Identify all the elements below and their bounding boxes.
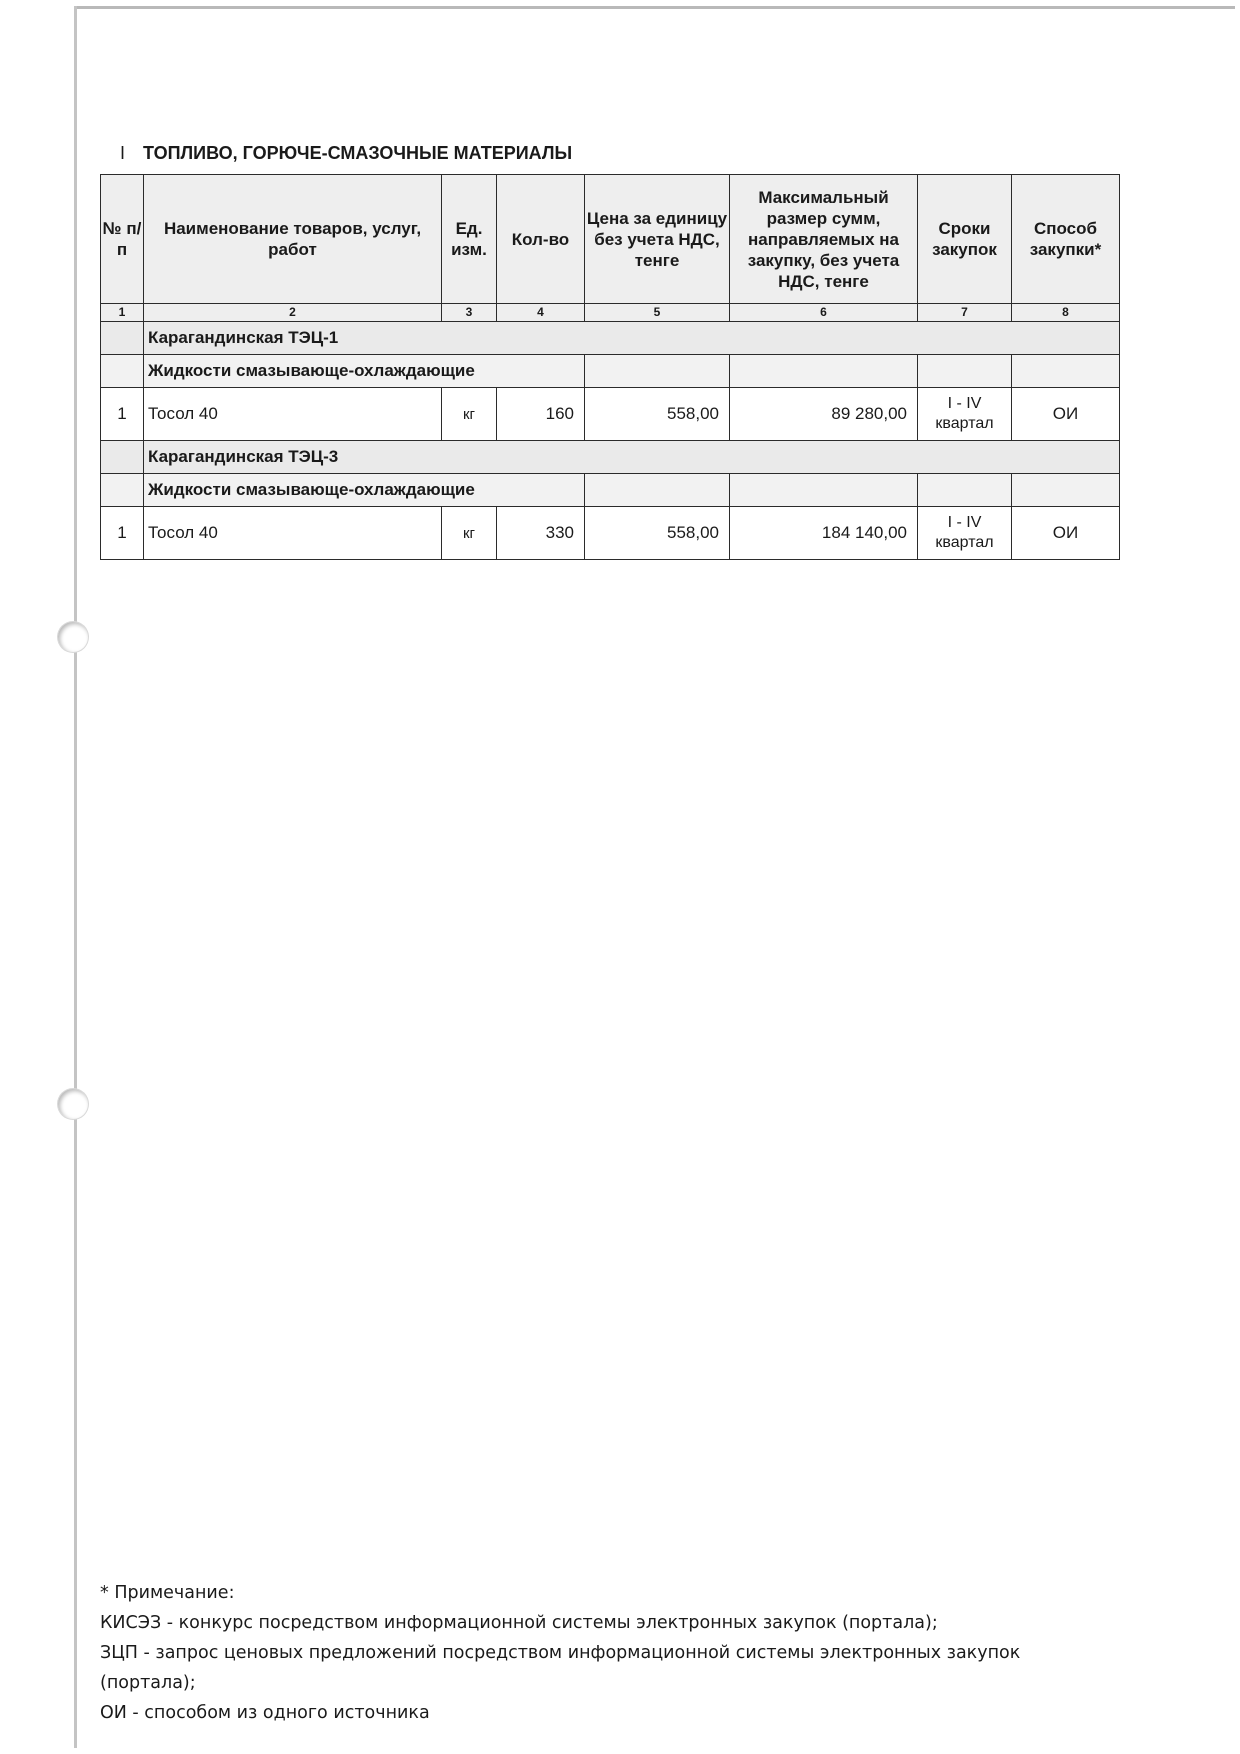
empty-cell: [730, 355, 918, 388]
item-name: Тосол 40: [144, 507, 442, 560]
item-method: ОИ: [1012, 507, 1120, 560]
note-oi: ОИ - способом из одного источника: [100, 1703, 430, 1723]
group-row-tec3: [101, 441, 1120, 474]
category-row: [101, 474, 1120, 507]
punch-hole-icon: [58, 1089, 88, 1119]
footnotes: [100, 1578, 1100, 1728]
empty-cell: [585, 355, 730, 388]
column-number: 7: [918, 304, 1012, 322]
empty-cell: [1012, 355, 1120, 388]
col-header-method: Способ закупки*: [1012, 175, 1120, 304]
item-qty: 330: [497, 507, 585, 560]
col-header-num: № п/п: [101, 175, 144, 304]
column-number: 5: [585, 304, 730, 322]
section-title: [120, 143, 572, 164]
empty-cell: [918, 474, 1012, 507]
note-kisez: КИСЭЗ - конкурс посредством информационной системы электронных закупок (портала);: [100, 1613, 938, 1633]
term-unit: квартал: [935, 534, 994, 551]
category-name: Жидкости смазывающе-охлаждающие: [144, 474, 585, 507]
column-number: 1: [101, 304, 144, 322]
item-method: ОИ: [1012, 388, 1120, 441]
section-number: I: [120, 143, 126, 163]
empty-cell: [585, 474, 730, 507]
item-unit: кг: [442, 507, 497, 560]
column-number: 6: [730, 304, 918, 322]
item-num: 1: [101, 507, 144, 560]
column-number: 2: [144, 304, 442, 322]
punch-hole-icon: [58, 622, 88, 652]
empty-cell: [101, 474, 144, 507]
col-header-unit: Ед. изм.: [442, 175, 497, 304]
column-number: 4: [497, 304, 585, 322]
item-price: 558,00: [585, 388, 730, 441]
col-header-qty: Кол-во: [497, 175, 585, 304]
item-num: 1: [101, 388, 144, 441]
item-max-sum: 184 140,00: [730, 507, 918, 560]
item-qty: 160: [497, 388, 585, 441]
header-row: [101, 175, 1120, 304]
item-name: Тосол 40: [144, 388, 442, 441]
note-zcp-continued: (портала);: [100, 1673, 196, 1693]
item-price: 558,00: [585, 507, 730, 560]
col-header-term: Сроки закупок: [918, 175, 1012, 304]
empty-cell: [101, 322, 144, 355]
empty-cell: [101, 441, 144, 474]
group-name: Карагандинская ТЭЦ-1: [144, 322, 1120, 355]
page-edge-top: [75, 6, 1235, 9]
column-number: 3: [442, 304, 497, 322]
section-title-text: ТОПЛИВО, ГОРЮЧЕ-СМАЗОЧНЫЕ МАТЕРИАЛЫ: [143, 143, 573, 163]
table-row: [101, 388, 1120, 441]
empty-cell: [101, 355, 144, 388]
empty-cell: [1012, 474, 1120, 507]
item-unit: кг: [442, 388, 497, 441]
note-zcp: ЗЦП - запрос ценовых предложений посредством информационной системы электронных закупок: [100, 1643, 1021, 1663]
col-header-name: Наименование товаров, услуг, работ: [144, 175, 442, 304]
group-name: Карагандинская ТЭЦ-3: [144, 441, 1120, 474]
table-row: [101, 507, 1120, 560]
item-term: [918, 507, 1012, 560]
term-period: I - IV: [947, 514, 982, 531]
col-header-max-sum: Максимальный размер сумм, направляемых на закупку, без учета НДС, тенге: [730, 175, 918, 304]
empty-cell: [918, 355, 1012, 388]
item-term: [918, 388, 1012, 441]
item-max-sum: 89 280,00: [730, 388, 918, 441]
term-period: I - IV: [947, 395, 982, 412]
category-name: Жидкости смазывающе-охлаждающие: [144, 355, 585, 388]
page-edge-left: [74, 6, 77, 1748]
column-number: 8: [1012, 304, 1120, 322]
empty-cell: [730, 474, 918, 507]
procurement-table: [100, 174, 1120, 560]
column-number-row: [101, 304, 1120, 322]
category-row: [101, 355, 1120, 388]
term-unit: квартал: [935, 415, 994, 432]
notes-heading: * Примечание:: [100, 1583, 235, 1603]
group-row-tec1: [101, 322, 1120, 355]
col-header-price: Цена за единицу без учета НДС, тенге: [585, 175, 730, 304]
